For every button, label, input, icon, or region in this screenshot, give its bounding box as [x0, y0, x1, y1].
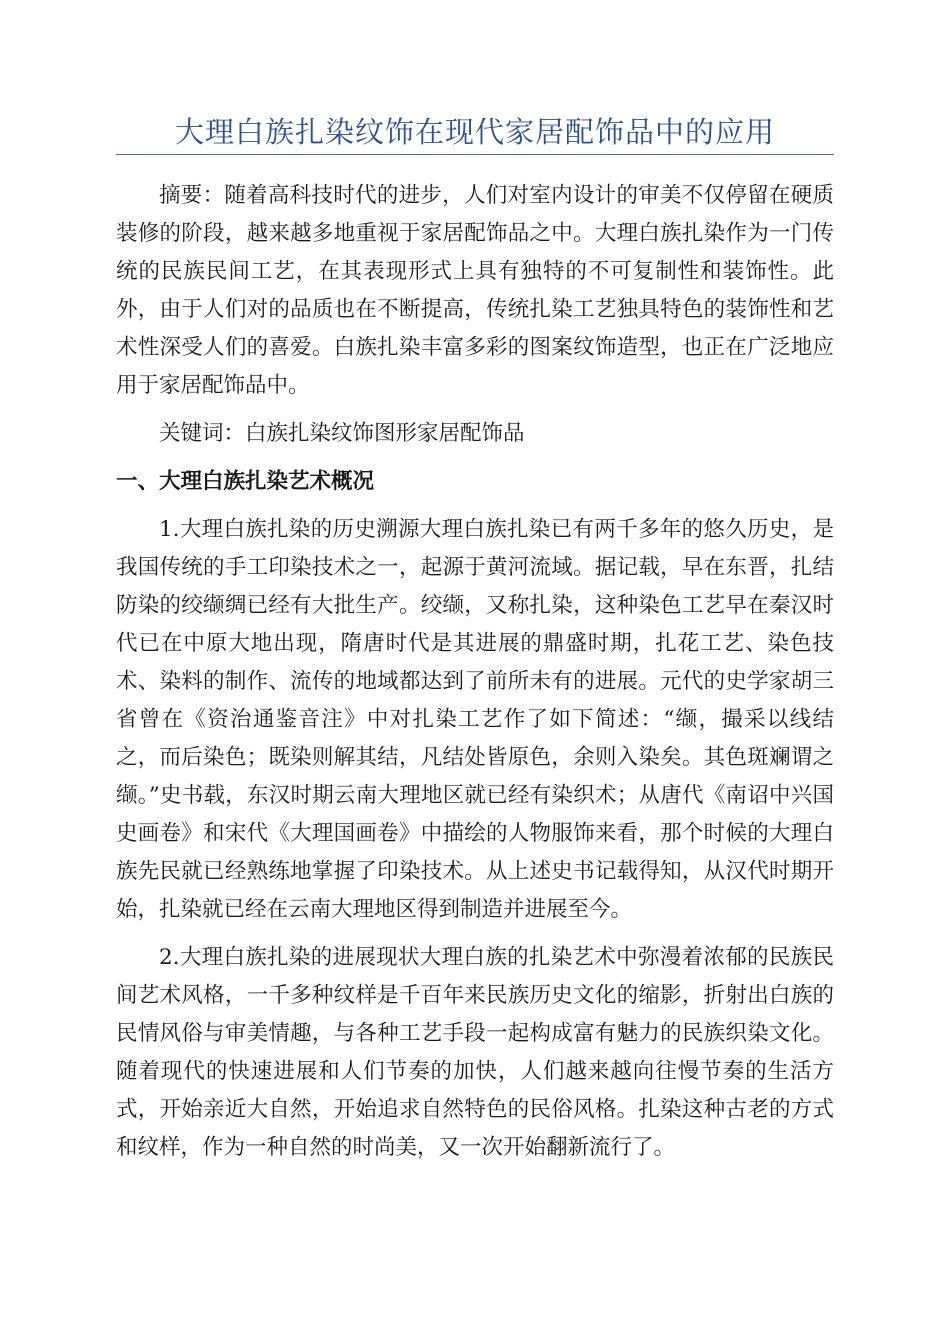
document-title: 大理白族扎染纹饰在现代家居配饰品中的应用 [116, 112, 834, 155]
history-paragraph: 1.大理白族扎染的历史溯源大理白族扎染已有两千多年的悠久历史，是我国传统的手工印染技术之一，起源于黄河流域。据记载，早在东晋，扎结防染的绞缬绸已经有大批生产。绞缬，又称扎染，这种染色工艺早在秦汉时代已在中原大地出现，隋唐时代是其进展的鼎盛时期，扎花工艺、染色技术、染料的制作、流传的地域都达到了前所未有的进展。元代的史学家胡三省曾在《资治通鉴音注》中对扎染工艺作了如下简述：“缬，撮采以线结之，而后染色；既染则解其结，凡结处皆原色，余则入染矣。其色斑斓谓之缬。”史书载，东汉时期云南大理地区就已经有染织术；从唐代《南诏中兴国史画卷》和宋代《大理国画卷》中描绘的人物服饰来看，那个时候的大理白族先民就已经熟练地掌握了印染技术。从上述史书记载得知，从汉代时期开始，扎染就已经在云南大理地区得到制造并进展至今。 [116, 517, 834, 922]
status-paragraph: 2.大理白族扎染的进展现状大理白族的扎染艺术中弥漫着浓郁的民族民间艺术风格，一千多种纹样是千百年来民族历史文化的缩影，折射出白族的民情风俗与审美情趣，与各种工艺手段一起构成富有魅力的民族织染文化。随着现代的快速进展和人们节奏的加快，人们越来越向往慢节奏的生活方式，开始亲近大自然，开始追求自然特色的民俗风格。扎染这种古老的方式和纹样，作为一种自然的时尚美，又一次开始翻新流行了。 [116, 945, 834, 1160]
abstract-paragraph: 摘要：随着高科技时代的进步，人们对室内设计的审美不仅停留在硬质装修的阶段，越来越多地重视于家居配饰品之中。大理白族扎染作为一门传统的民族民间工艺，在其表现形式上具有独特的不可复制性和装饰性。此外，由于人们对的品质也在不断提高，传统扎染工艺独具特色的装饰性和艺术性深受人们的喜爱。白族扎染丰富多彩的图案纹饰造型，也正在广泛地应用于家居配饰品中。 [116, 183, 834, 398]
section-heading: 一、大理白族扎染艺术概况 [116, 469, 375, 494]
document-page [116, 0, 834, 1167]
keywords-paragraph: 关键词：白族扎染纹饰图形家居配饰品 [159, 421, 525, 446]
